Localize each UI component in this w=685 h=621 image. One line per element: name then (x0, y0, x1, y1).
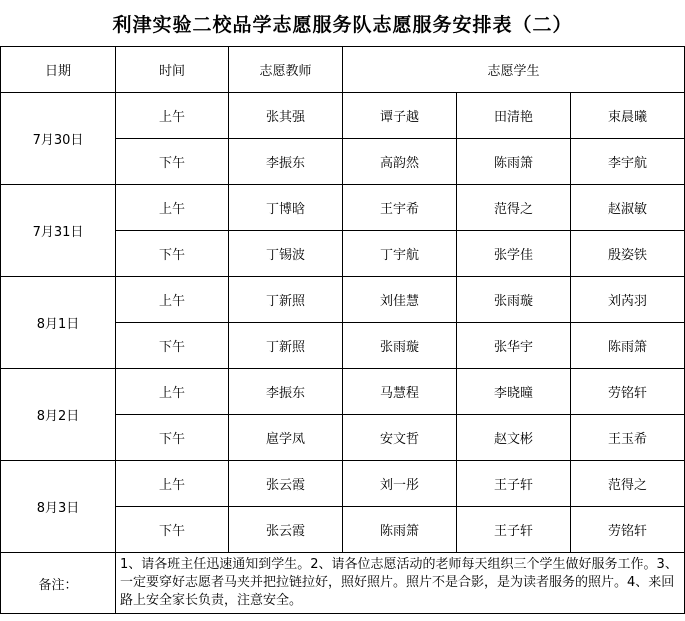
teacher-cell: 丁博晗 (229, 185, 343, 231)
teacher-cell: 张其强 (229, 93, 343, 139)
student-cell: 范得之 (571, 461, 685, 507)
student-cell: 丁宇航 (343, 231, 457, 277)
student-cell: 赵文彬 (457, 415, 571, 461)
header-teacher: 志愿教师 (229, 47, 343, 93)
student-cell: 赵淑敏 (571, 185, 685, 231)
schedule-row (1, 277, 685, 323)
student-cell: 谭子越 (343, 93, 457, 139)
date-cell: 8月1日 (1, 277, 116, 369)
page-title: 利津实验二校品学志愿服务队志愿服务安排表（二） (112, 13, 573, 36)
student-cell: 陈雨箫 (343, 507, 457, 553)
student-cell: 刘一彤 (343, 461, 457, 507)
remarks-label: 备注： (1, 553, 116, 614)
student-cell: 劳铭轩 (571, 369, 685, 415)
time-cell: 下午 (116, 323, 229, 369)
student-cell: 王子轩 (457, 507, 571, 553)
schedule-row (1, 93, 685, 139)
student-cell: 王子轩 (457, 461, 571, 507)
time-cell: 下午 (116, 415, 229, 461)
schedule-row (1, 461, 685, 507)
header-date: 日期 (1, 47, 116, 93)
student-cell: 刘佳慧 (343, 277, 457, 323)
student-cell: 陈雨箫 (457, 139, 571, 185)
header-students: 志愿学生 (343, 47, 685, 93)
student-cell: 李宇航 (571, 139, 685, 185)
date-cell: 8月2日 (1, 369, 116, 461)
schedule-row (1, 369, 685, 415)
time-cell: 下午 (116, 139, 229, 185)
student-cell: 束晨曦 (571, 93, 685, 139)
student-cell: 田清艳 (457, 93, 571, 139)
time-cell: 上午 (116, 369, 229, 415)
schedule-row (1, 185, 685, 231)
student-cell: 王玉希 (571, 415, 685, 461)
student-cell: 范得之 (457, 185, 571, 231)
date-cell: 7月30日 (1, 93, 116, 185)
remarks-row (1, 553, 685, 614)
date-cell: 7月31日 (1, 185, 116, 277)
student-cell: 刘芮羽 (571, 277, 685, 323)
time-cell: 上午 (116, 93, 229, 139)
student-cell: 陈雨箫 (571, 323, 685, 369)
time-cell: 上午 (116, 277, 229, 323)
teacher-cell: 张云霞 (229, 461, 343, 507)
header-row (1, 47, 685, 93)
teacher-cell: 丁新照 (229, 323, 343, 369)
time-cell: 上午 (116, 461, 229, 507)
time-cell: 下午 (116, 507, 229, 553)
student-cell: 马慧程 (343, 369, 457, 415)
teacher-cell: 张云霞 (229, 507, 343, 553)
student-cell: 高韵然 (343, 139, 457, 185)
student-cell: 张学佳 (457, 231, 571, 277)
student-cell: 张雨璇 (457, 277, 571, 323)
teacher-cell: 丁新照 (229, 277, 343, 323)
teacher-cell: 扈学凤 (229, 415, 343, 461)
date-cell: 8月3日 (1, 461, 116, 553)
time-cell: 下午 (116, 231, 229, 277)
student-cell: 殷姿铁 (571, 231, 685, 277)
student-cell: 张雨璇 (343, 323, 457, 369)
student-cell: 王宇希 (343, 185, 457, 231)
student-cell: 李晓曈 (457, 369, 571, 415)
student-cell: 张华宇 (457, 323, 571, 369)
time-cell: 上午 (116, 185, 229, 231)
remarks-text: 1、请各班主任迅速通知到学生。2、请各位志愿活动的老师每天组织三个学生做好服务工作。3、一定要穿好志愿者马夹并把拉链拉好，照好照片。照片不是合影，是为读者服务的照片。4、来回路上安全家长负责，注意安全。 (116, 553, 685, 614)
teacher-cell: 李振东 (229, 139, 343, 185)
teacher-cell: 李振东 (229, 369, 343, 415)
teacher-cell: 丁锡波 (229, 231, 343, 277)
header-time: 时间 (116, 47, 229, 93)
schedule-table (0, 46, 685, 614)
student-cell: 劳铭轩 (571, 507, 685, 553)
student-cell: 安文哲 (343, 415, 457, 461)
